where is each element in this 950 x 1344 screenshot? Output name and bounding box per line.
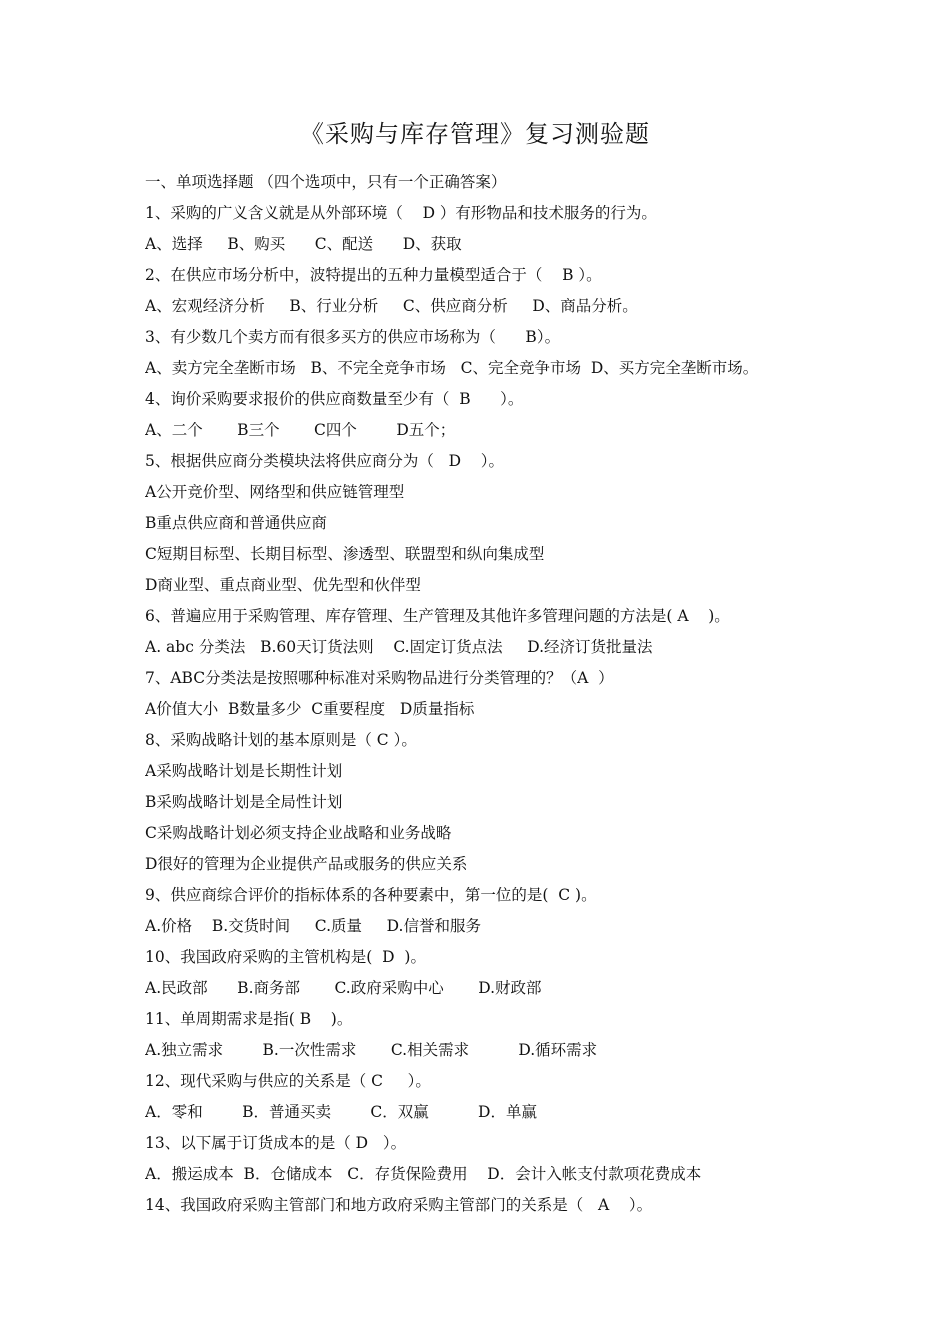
question-1: 1、采购的广义含义就是从外部环境（ D ）有形物品和技术服务的行为。 (145, 204, 657, 222)
question-list (145, 167, 845, 1221)
options-9: A.价格 B.交货时间 C.质量 D.信誉和服务 (145, 917, 481, 935)
options-7: A价值大小 B数量多少 C重要程度 D质量指标 (145, 700, 475, 718)
option-5d: D商业型、重点商业型、优先型和伙伴型 (145, 576, 421, 594)
options-3: A、卖方完全垄断市场 B、不完全竞争市场 C、完全竞争市场 D、买方完全垄断市场。 (145, 359, 759, 377)
question-6: 6、普遍应用于采购管理、库存管理、生产管理及其他许多管理问题的方法是( A )。 (145, 607, 730, 625)
question-7: 7、ABC分类法是按照哪种标准对采购物品进行分类管理的？（A ） (145, 669, 614, 687)
question-8: 8、采购战略计划的基本原则是（ C ）。 (145, 731, 417, 749)
options-12: A．零和 B．普通买卖 C．双赢 D．单赢 (145, 1103, 537, 1121)
option-5c: C短期目标型、长期目标型、渗透型、联盟型和纵向集成型 (145, 545, 545, 563)
option-8c: C采购战略计划必须支持企业战略和业务战略 (145, 824, 452, 842)
question-10: 10、我国政府采购的主管机构是( D )。 (145, 948, 426, 966)
question-5: 5、根据供应商分类模块法将供应商分为（ D ）。 (145, 452, 505, 470)
option-8b: B采购战略计划是全局性计划 (145, 793, 343, 811)
document-title: 《采购与库存管理》复习测验题 (300, 120, 650, 148)
question-14: 14、我国政府采购主管部门和地方政府采购主管部门的关系是（ A ）。 (145, 1196, 653, 1214)
options-2: A、宏观经济分析 B、行业分析 C、供应商分析 D、商品分析。 (145, 297, 638, 315)
option-5a: A公开竞价型、网络型和供应链管理型 (145, 483, 405, 501)
options-10: A.民政部 B.商务部 C.政府采购中心 D.财政部 (145, 979, 542, 997)
option-8d: D很好的管理为企业提供产品或服务的供应关系 (145, 855, 468, 873)
options-4: A、二个 B三个 C四个 D五个； (145, 421, 456, 439)
question-3: 3、有少数几个卖方而有很多买方的供应市场称为（ B）。 (145, 328, 561, 346)
options-11: A.独立需求 B.一次性需求 C.相关需求 D.循环需求 (145, 1041, 598, 1059)
question-11: 11、单周期需求是指( B )。 (145, 1010, 353, 1028)
question-9: 9、供应商综合评价的指标体系的各种要素中，第一位的是( C )。 (145, 886, 597, 904)
option-5b: B重点供应商和普通供应商 (145, 514, 327, 532)
question-12: 12、现代采购与供应的关系是（ C ）。 (145, 1072, 431, 1090)
option-8a: A采购战略计划是长期性计划 (145, 762, 343, 780)
question-2: 2、在供应市场分析中，波特提出的五种力量模型适合于（ B ）。 (145, 266, 602, 284)
options-1: A、选择 B、购买 C、配送 D、获取 (145, 235, 462, 253)
question-13: 13、以下属于订货成本的是（ D ）。 (145, 1134, 407, 1152)
question-4: 4、询价采购要求报价的供应商数量至少有（ B ）。 (145, 390, 524, 408)
options-13: A．搬运成本 B．仓储成本 C．存货保险费用 D．会计入帐支付款项花费成本 (145, 1165, 702, 1183)
section-heading: 一、单项选择题 （四个选项中，只有一个正确答案） (145, 173, 507, 191)
options-6: A. abc 分类法 B.60天订货法则 C.固定订货点法 D.经济订货批量法 (145, 638, 653, 656)
